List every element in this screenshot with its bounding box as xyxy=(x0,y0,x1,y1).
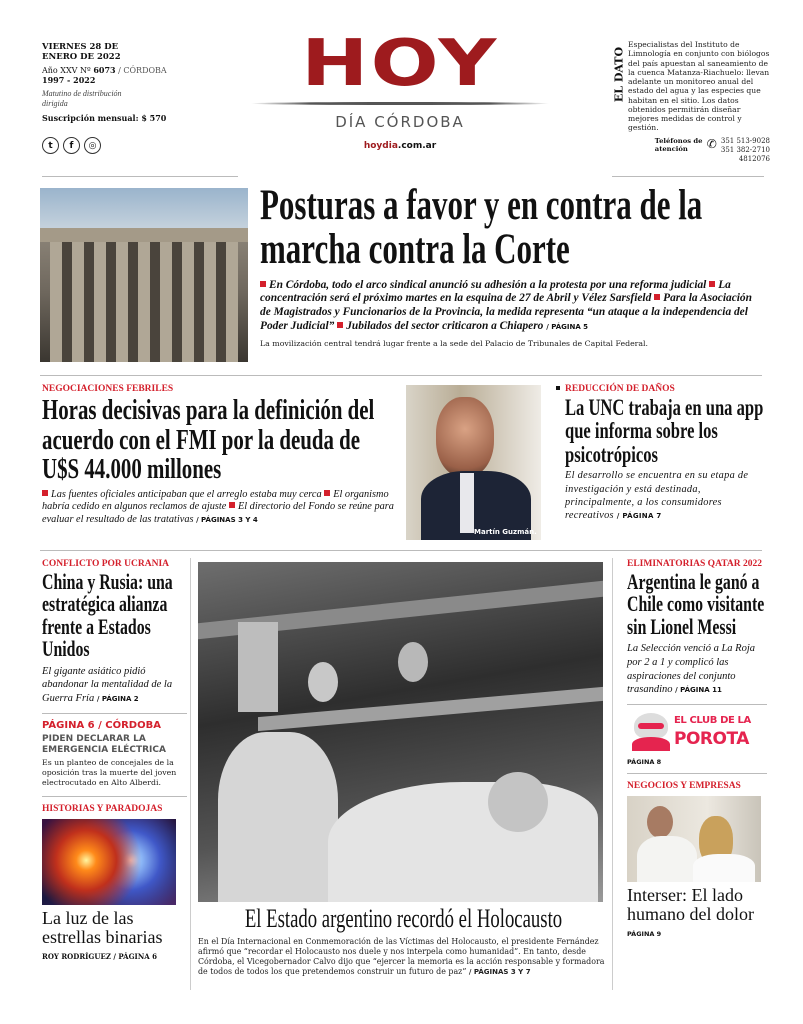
cordoba-kicker: PÁGINA 6 / CÓRDOBA xyxy=(42,719,161,731)
unc-headline[interactable]: La UNC trabaja en una app que informa sobre los psicotrópicos xyxy=(565,395,764,467)
years: 1997 - 2022 xyxy=(42,75,96,86)
futbol-text: La Selección venció a La Roja por 2 a 1 y complicó las aspiraciones del conjunto trasandino / PÁGINA 11 xyxy=(627,643,756,696)
interser-photo xyxy=(627,796,761,882)
lead-column xyxy=(260,184,765,349)
phone-icon: ✆ xyxy=(706,136,717,151)
china-text: El gigante asiático pidió abandonar la mentalidad de la Guerra Fría / PÁGINA 2 xyxy=(42,665,173,705)
el-dato-label: EL DATO xyxy=(612,46,626,103)
cordoba-headline[interactable]: PIDEN DECLARAR LA EMERGENCIA ELÉCTRICA xyxy=(42,733,166,755)
fmi-column xyxy=(42,383,400,526)
page-ref[interactable]: / PÁGINAS 3 Y 7 xyxy=(468,967,531,976)
estrellas-headline[interactable]: La luz de las estrellas binarias xyxy=(42,907,163,947)
subscription: Suscripción mensual: $ 570 xyxy=(42,112,167,123)
interser-page[interactable]: PÁGINA 9 xyxy=(627,929,662,938)
phone-number[interactable]: 4812076 xyxy=(738,154,770,163)
club-porota-logo[interactable]: EL CLUB DE LA POROTA xyxy=(630,711,770,755)
logo[interactable] xyxy=(245,27,555,151)
el-dato-column xyxy=(628,40,770,164)
distribution: Matutino de distribución dirigida xyxy=(42,89,122,108)
holocausto-photo xyxy=(198,562,603,902)
page-ref[interactable]: / PÁGINAS 3 Y 4 xyxy=(196,515,258,524)
phones-label: Teléfonos de atención xyxy=(654,136,703,153)
cordoba-text: Es un planteo de concejales de la oposición tras la muerte del joven electrocutado en Alto Alberdi. xyxy=(42,758,177,788)
binary-stars-image xyxy=(42,819,176,905)
lead-caption: La movilización central tendrá lugar frente a la sede del Palacio de Tribunales de Capital Federal. xyxy=(260,339,649,349)
page-ref[interactable]: / PÁGINA 5 xyxy=(546,323,589,332)
phone-number[interactable]: 351 382-2710 xyxy=(720,145,770,154)
fmi-kicker: NEGOCIACIONES FEBRILES xyxy=(42,384,174,394)
fmi-headline[interactable]: Horas decisivas para la definición del acuerdo con el FMI por la deuda de U$S 44.000 millones xyxy=(42,394,375,486)
holocausto-text: En el Día Internacional en Conmemoración de las Víctimas del Holocausto, el presidente Fernández afirmó que “recordar el Holocausto nos duele y nos interpela como humanidad”. En tanto, desde Córdoba, el Vicegobernador Calvo dijo que “ejercer la memoria es la acción responsable y formadora de todos de todos los que pretendemos construir un futuro de paz” / PÁGINAS 3 Y 7 xyxy=(198,936,605,976)
masthead-info xyxy=(42,42,192,154)
issue-line: Año XXV Nº 6073 / CÓRDOBA xyxy=(42,65,167,76)
futbol-headline[interactable]: Argentina le ganó a Chile como visitante sin Lionel Messi xyxy=(627,569,765,639)
guzman-photo xyxy=(406,385,541,540)
phone-number[interactable]: 351 513-9028 xyxy=(720,136,770,145)
phones-block xyxy=(628,137,770,164)
interser-kicker: NEGOCIOS Y EMPRESAS xyxy=(627,780,741,791)
estrellas-byline: ROY RODRÍGUEZ / PÁGINA 6 xyxy=(42,952,157,962)
china-kicker: CONFLICTO POR UCRANIA xyxy=(42,559,170,569)
logo-subtitle: DÍA CÓRDOBA xyxy=(335,113,465,131)
left-column xyxy=(42,558,187,961)
photo-caption: Martín Guzmán. xyxy=(474,528,537,536)
interser-headline[interactable]: Interser: El lado humano del dolor xyxy=(627,884,754,925)
fmi-bullets: Las fuentes oficiales anticipaban que el arreglo estaba muy cerca El organismo habría cedido en algunos reclamos de ajuste El directorio del Fondo se reúne para evaluar el resultado de las tratativas / PÁGINAS 3 Y 4 xyxy=(42,488,394,525)
estrellas-kicker: HISTORIAS Y PARADOJAS xyxy=(42,803,163,814)
page-ref[interactable]: / PÁGINA 11 xyxy=(675,686,722,695)
holocausto-headline[interactable]: El Estado argentino recordó el Holocausto xyxy=(244,904,562,933)
futbol-kicker: ELIMINATORIAS QATAR 2022 xyxy=(627,559,762,569)
unc-text: El desarrollo se encuentra en su etapa de investigación y está destinada, principalmente, a los consumidores recreativos / PÁGINA 7 xyxy=(565,470,749,522)
logo-swoosh xyxy=(250,102,550,105)
tribunales-photo xyxy=(40,188,248,362)
el-dato-label-box xyxy=(610,42,628,112)
page-ref[interactable]: / PÁGINA 7 xyxy=(616,512,662,521)
logo-wordmark: HOY xyxy=(301,27,499,101)
el-dato-text: Especialistas del Instituto de Limnología en conjunto con biólogos del país apuestan al saneamiento de la cuenca Matanza-Riachuelo: llevan adelante un monitoreo anual del estado del agua y las especies que habitan en el sitio. Los datos obtenidos permitirán diseñar mejores medidas de control y gestión. xyxy=(628,40,770,133)
page-ref[interactable]: / PÁGINA 2 xyxy=(96,695,139,704)
lead-bullets: En Córdoba, todo el arco sindical anunció su adhesión a la protesta por una reforma judicial La concentración será el próximo martes en la esquina de 27 de Abril y Vélez Sarsfield Para la Asociación de Magistrados y Funcionarios de la Provincia, la medida representa “un ataque a la independencia del Poder Judicial” Jubilados del sector criticaron a Chiapero / PÁGINA 5 xyxy=(260,278,752,333)
unc-kicker: REDUCCIÓN DE DAÑOS xyxy=(565,384,675,394)
holocausto-column xyxy=(198,905,608,977)
porota-page[interactable]: PÁGINA 8 xyxy=(627,757,662,766)
facebook-icon[interactable]: f xyxy=(63,137,80,154)
instagram-icon[interactable]: ◎ xyxy=(84,137,101,154)
edition-date: VIERNES 28 DE ENERO DE 2022 xyxy=(42,42,121,63)
phone-list xyxy=(721,137,770,164)
social-links xyxy=(42,135,192,155)
china-headline[interactable]: China y Rusia: una estratégica alianza frente a Estados Unidos xyxy=(42,569,173,662)
unc-column xyxy=(565,383,765,523)
website-link[interactable]: hoydia.com.ar xyxy=(363,141,437,151)
lead-headline[interactable]: Posturas a favor y en contra de la marcha contra la Corte xyxy=(260,182,703,274)
right-column xyxy=(627,558,767,938)
twitter-icon[interactable]: t xyxy=(42,137,59,154)
